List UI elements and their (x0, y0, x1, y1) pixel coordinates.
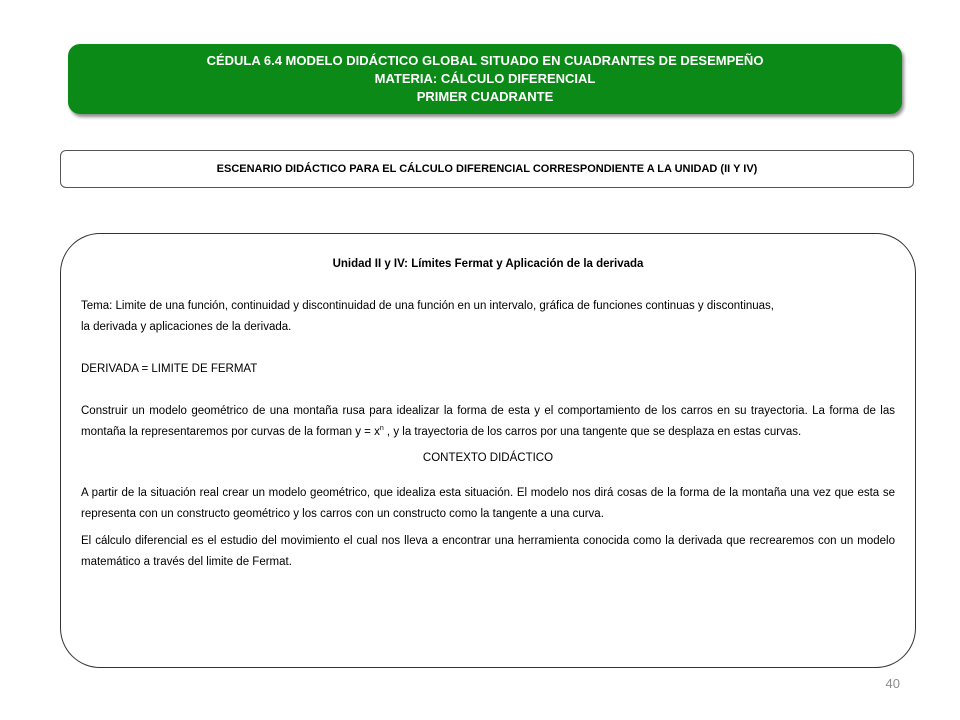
construir-text-a: Construir un modelo geométrico de una montaña rusa para idealizar la forma de esta y el comportamiento de los carros en su trayectoria. La forma de las montaña la representaremos por curvas de la forman y = x (81, 405, 895, 438)
banner-title-line3: PRIMER CUADRANTE (416, 89, 554, 104)
tema-line-2: la derivada y aplicaciones de la derivada. (81, 321, 292, 333)
construir-paragraph (81, 401, 895, 443)
unit-title: Unidad II y IV: Límites Fermat y Aplicación de la derivada (332, 258, 644, 270)
tema-paragraph (81, 296, 895, 338)
construir-text-b: , y la trayectoria de los carros por una tangente que se desplaza en estas curvas. (383, 426, 802, 438)
spacer (81, 469, 895, 483)
spacer (81, 380, 895, 401)
scenario-title-box (60, 150, 914, 188)
banner-title-line2: MATERIA: CÁLCULO DIFERENCIAL (374, 71, 596, 86)
tema-line-1: Tema: Limite de una función, continuidad y discontinuidad de una función en un intervalo, gráfica de funciones continuas y discontinuas, (81, 300, 775, 312)
header-banner (68, 44, 902, 114)
partir-paragraph: A partir de la situación real crear un modelo geométrico, que idealiza esta situación. El modelo nos dirá cosas de la forma de la montaña una vez que esta se representa con un constructo geométrico y los carros con un constructo como la tangente a una curva. (81, 487, 895, 520)
spacer (81, 275, 895, 296)
content-panel (60, 233, 916, 668)
spacer (81, 338, 895, 359)
page-number: 40 (885, 676, 900, 691)
exponent-n: n (379, 425, 384, 432)
scenario-title: ESCENARIO DIDÁCTICO PARA EL CÁLCULO DIFERENCIAL CORRESPONDIENTE A LA UNIDAD (II Y IV) (216, 163, 758, 175)
calculo-paragraph: El cálculo diferencial es el estudio del movimiento el cual nos lleva a encontrar una herramienta conocida como la derivada que recrearemos con un modelo matemático a través del limite de Fermat. (81, 535, 895, 568)
contexto-title: CONTEXTO DIDÁCTICO (422, 452, 554, 464)
derivada-definition: DERIVADA = LIMITE DE FERMAT (81, 363, 258, 375)
banner-title-line1: CÉDULA 6.4 MODELO DIDÁCTICO GLOBAL SITUADO EN CUADRANTES DE DESEMPEÑO (206, 53, 764, 68)
